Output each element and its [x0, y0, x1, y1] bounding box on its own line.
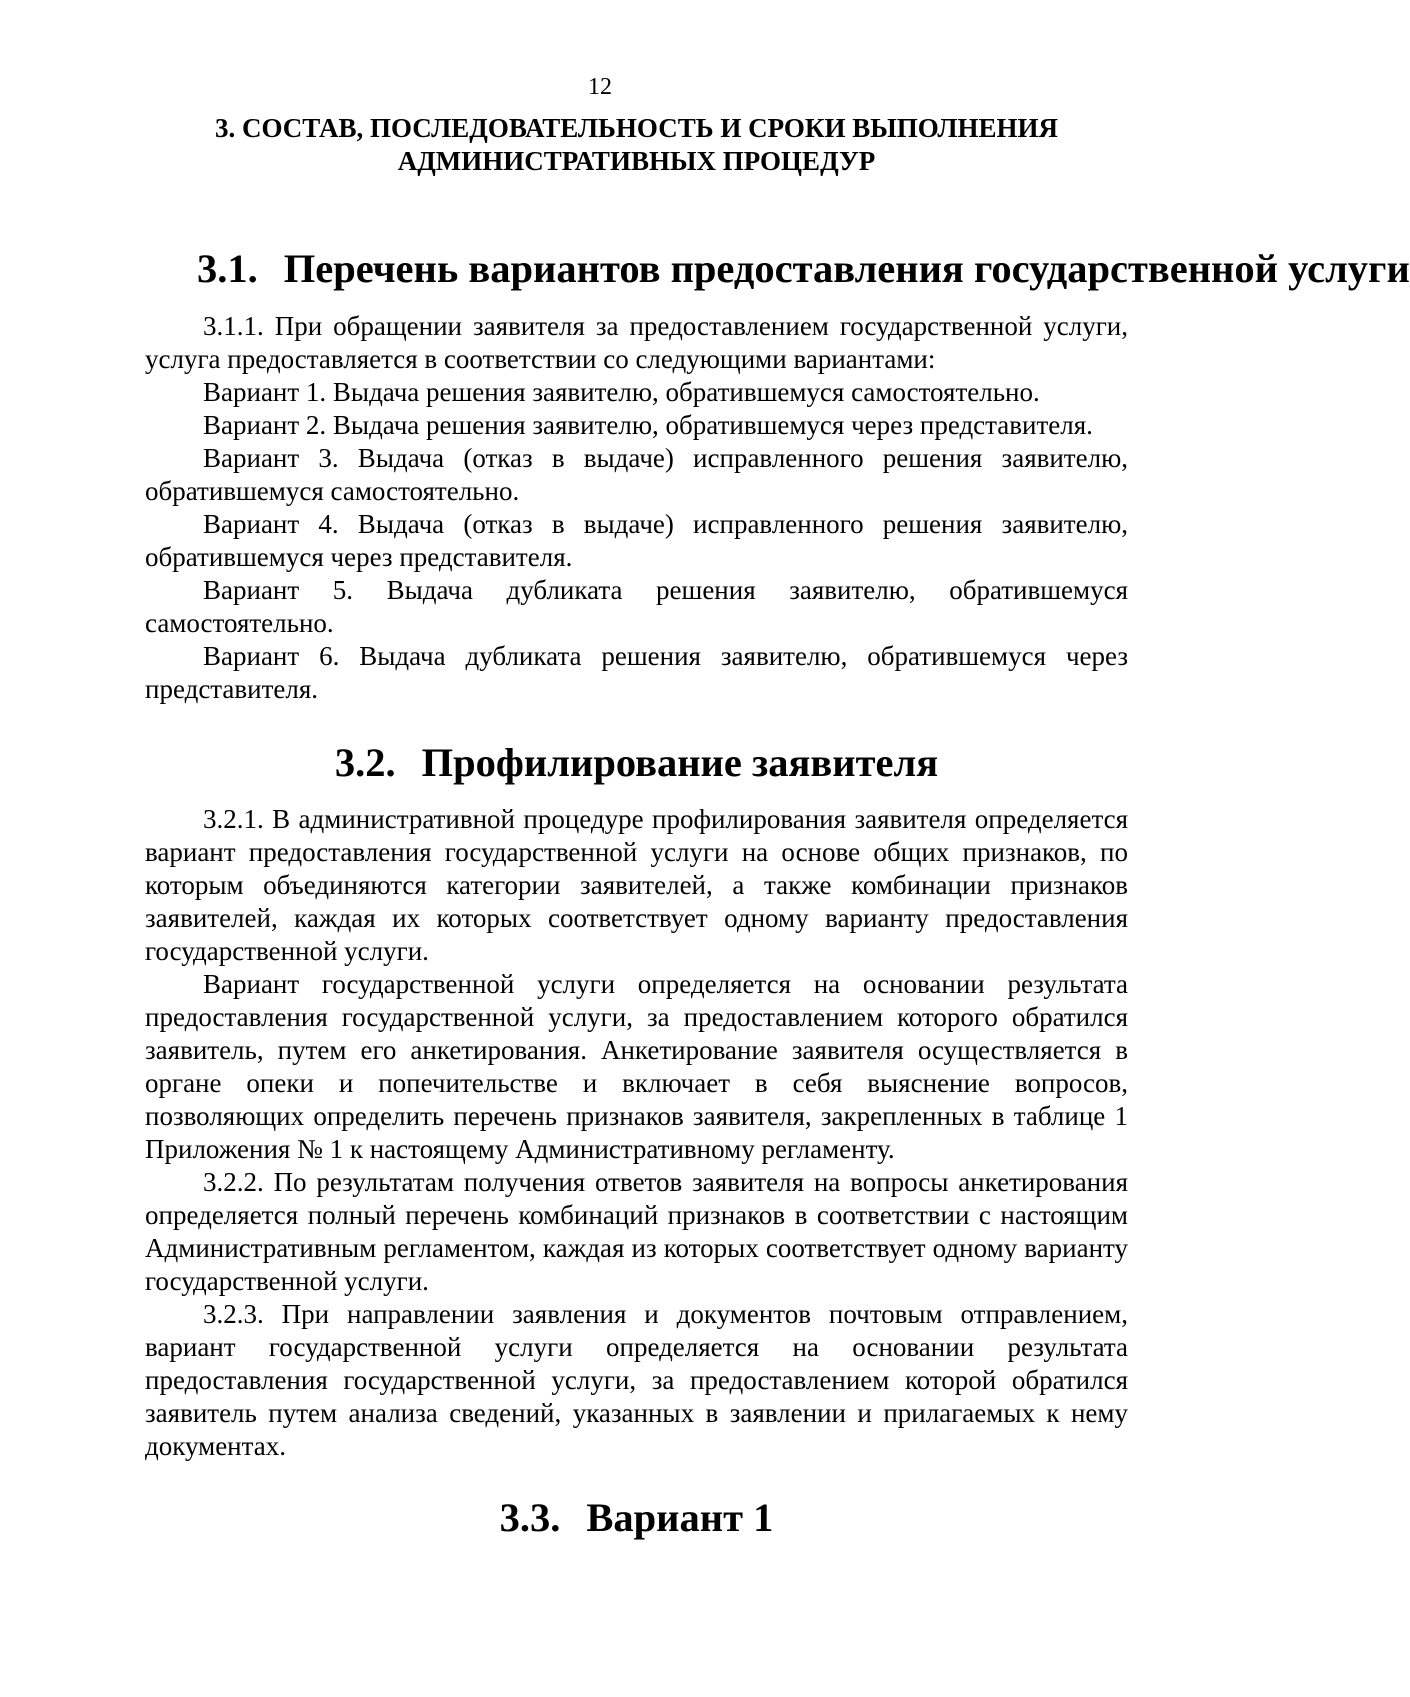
page-number: 12	[588, 74, 612, 100]
section-number: 3.3.	[499, 1495, 561, 1540]
section-number: 3.2.	[334, 740, 396, 785]
paragraph-variant-1: Вариант 1. Выдача решения заявителю, обратившемуся самостоятельно.	[203, 377, 1040, 407]
paragraph-3-1-1: 3.1.1. При обращении заявителя за предоставлением государственной услуги, услуга предоставляется в соответствии со следующими вариантами:	[145, 311, 1128, 374]
section-number: 3.1.	[197, 246, 258, 291]
chapter-title-line-2: АДМИНИСТРАТИВНЫХ ПРОЦЕДУР	[397, 146, 876, 176]
section-heading-3-1	[145, 246, 1410, 291]
paragraph-variant-4: Вариант 4. Выдача (отказ в выдаче) исправленного решения заявителю, обратившемуся через представителя.	[145, 509, 1128, 572]
paragraph-variant-5: Вариант 5. Выдача дубликата решения заявителю, обратившемуся самостоятельно.	[145, 575, 1128, 638]
paragraph-variant-6: Вариант 6. Выдача дубликата решения заявителю, обратившемуся через представителя.	[145, 641, 1128, 704]
section-heading-3-2	[145, 740, 1128, 785]
section-heading-3-3	[145, 1495, 1128, 1540]
paragraph-3-2-2: 3.2.2. По результатам получения ответов заявителя на вопросы анкетирования определяется полный перечень комбинаций признаков в соответствии с настоящим Административным регламентом, каждая из которых соответствует одному варианту государственной услуги.	[145, 1167, 1128, 1296]
paragraph-variant-2: Вариант 2. Выдача решения заявителю, обратившемуся через представителя.	[203, 410, 1093, 440]
section-title: Перечень вариантов предоставления государственной услуги	[283, 246, 1410, 291]
chapter-title	[145, 112, 1128, 178]
section-body-3-2	[145, 803, 1128, 1463]
chapter-title-line-1: 3. СОСТАВ, ПОСЛЕДОВАТЕЛЬНОСТЬ И СРОКИ ВЫПОЛНЕНИЯ	[214, 113, 1059, 143]
paragraph-3-2-3: 3.2.3. При направлении заявления и документов почтовым отправлением, вариант государственной услуги определяется на основании результата предоставления государственной услуги, за предоставлением которой обратился заявитель путем анализа сведений, указанных в заявлении и прилагаемых к нему документах.	[145, 1299, 1128, 1461]
paragraph-variant-3: Вариант 3. Выдача (отказ в выдаче) исправленного решения заявителю, обратившемуся самостоятельно.	[145, 443, 1128, 506]
section-title: Вариант 1	[586, 1495, 774, 1540]
section-title: Профилирование заявителя	[421, 740, 939, 785]
page-content	[145, 112, 1410, 1540]
paragraph-3-2-1: 3.2.1. В административной процедуре профилирования заявителя определяется вариант предоставления государственной услуги на основе общих признаков, по которым объединяются категории заявителей, а также комбинации признаков заявителей, каждая их которых соответствует одному варианту предоставления государственной услуги.	[145, 804, 1128, 966]
paragraph-variant-determination: Вариант государственной услуги определяется на основании результата предоставления государственной услуги, за предоставлением которого обратился заявитель, путем его анкетирования. Анкетирование заявителя осуществляется в органе опеки и попечительстве и включает в себя выяснение вопросов, позволяющих определить перечень признаков заявителя, закрепленных в таблице 1 Приложения № 1 к настоящему Административному регламенту.	[145, 969, 1128, 1164]
section-body-3-1	[145, 310, 1128, 706]
